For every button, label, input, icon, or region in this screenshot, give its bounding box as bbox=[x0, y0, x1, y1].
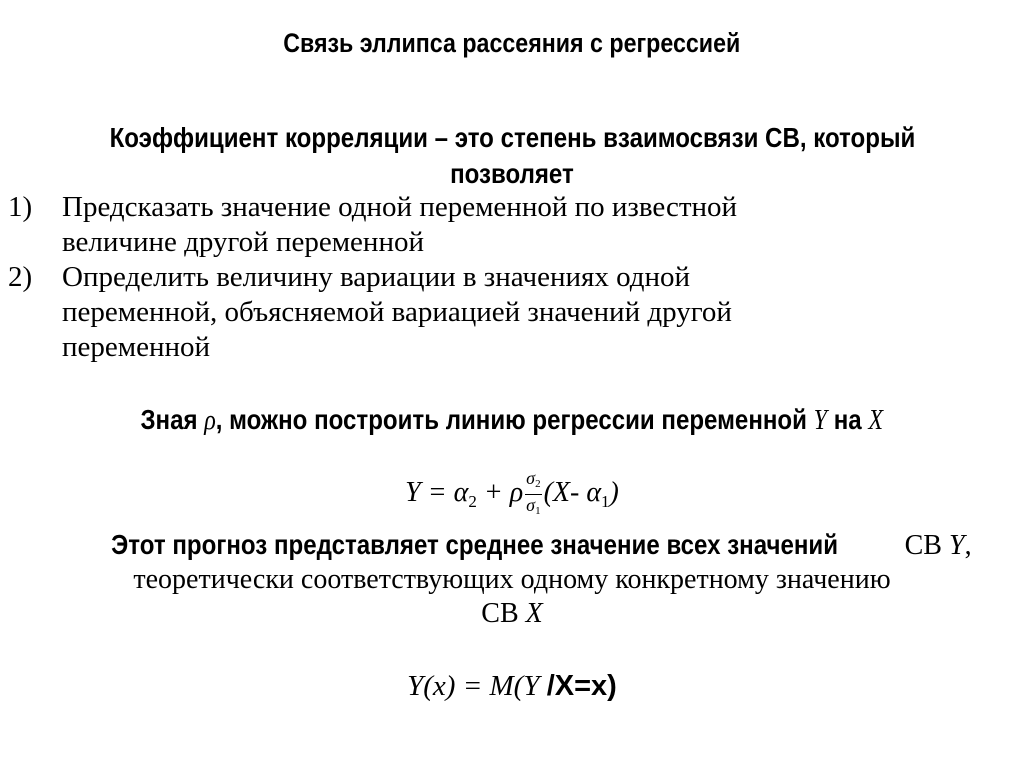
rho-symbol: ρ bbox=[204, 405, 217, 436]
list-item: 1) Предсказать значение одной переменной по известной величине другой переменной bbox=[8, 191, 738, 258]
numbered-list bbox=[8, 190, 1008, 365]
intro-line-1: Коэффициент корреляции – это степень взаимосвязи СВ, который bbox=[109, 122, 915, 153]
list-item: 2) Определить величину вариации в значениях одной переменной, объясняемой вариацией значений другой переменной bbox=[8, 261, 732, 363]
intro-line-2: позволяет bbox=[450, 158, 574, 189]
forecast-text: Этот прогноз представляет среднее значение всех значений СВ Y, теоретически соответствующих одному конкретному значению СВ X bbox=[111, 529, 972, 629]
conditional-expectation-formula: Y(x) = M(Y /X=x) bbox=[407, 670, 617, 702]
list-number: 2) bbox=[8, 261, 33, 293]
intro-text bbox=[0, 120, 1024, 192]
slide-title: Связь эллипса рассеяния с регрессией bbox=[283, 28, 741, 58]
list-number: 1) bbox=[8, 191, 33, 223]
regression-formula: $Y = \alpha_2 + \rho$ $\frac{\sigma_2}{\sigma_1}$ (X- $\alpha_1$) bbox=[0, 468, 1024, 521]
sigma-fraction: $\frac{\sigma_2}{\sigma_1}$ bbox=[526, 468, 541, 517]
regression-sentence: Зная ρ, можно построить линию регрессии переменной Y на X bbox=[140, 404, 884, 436]
